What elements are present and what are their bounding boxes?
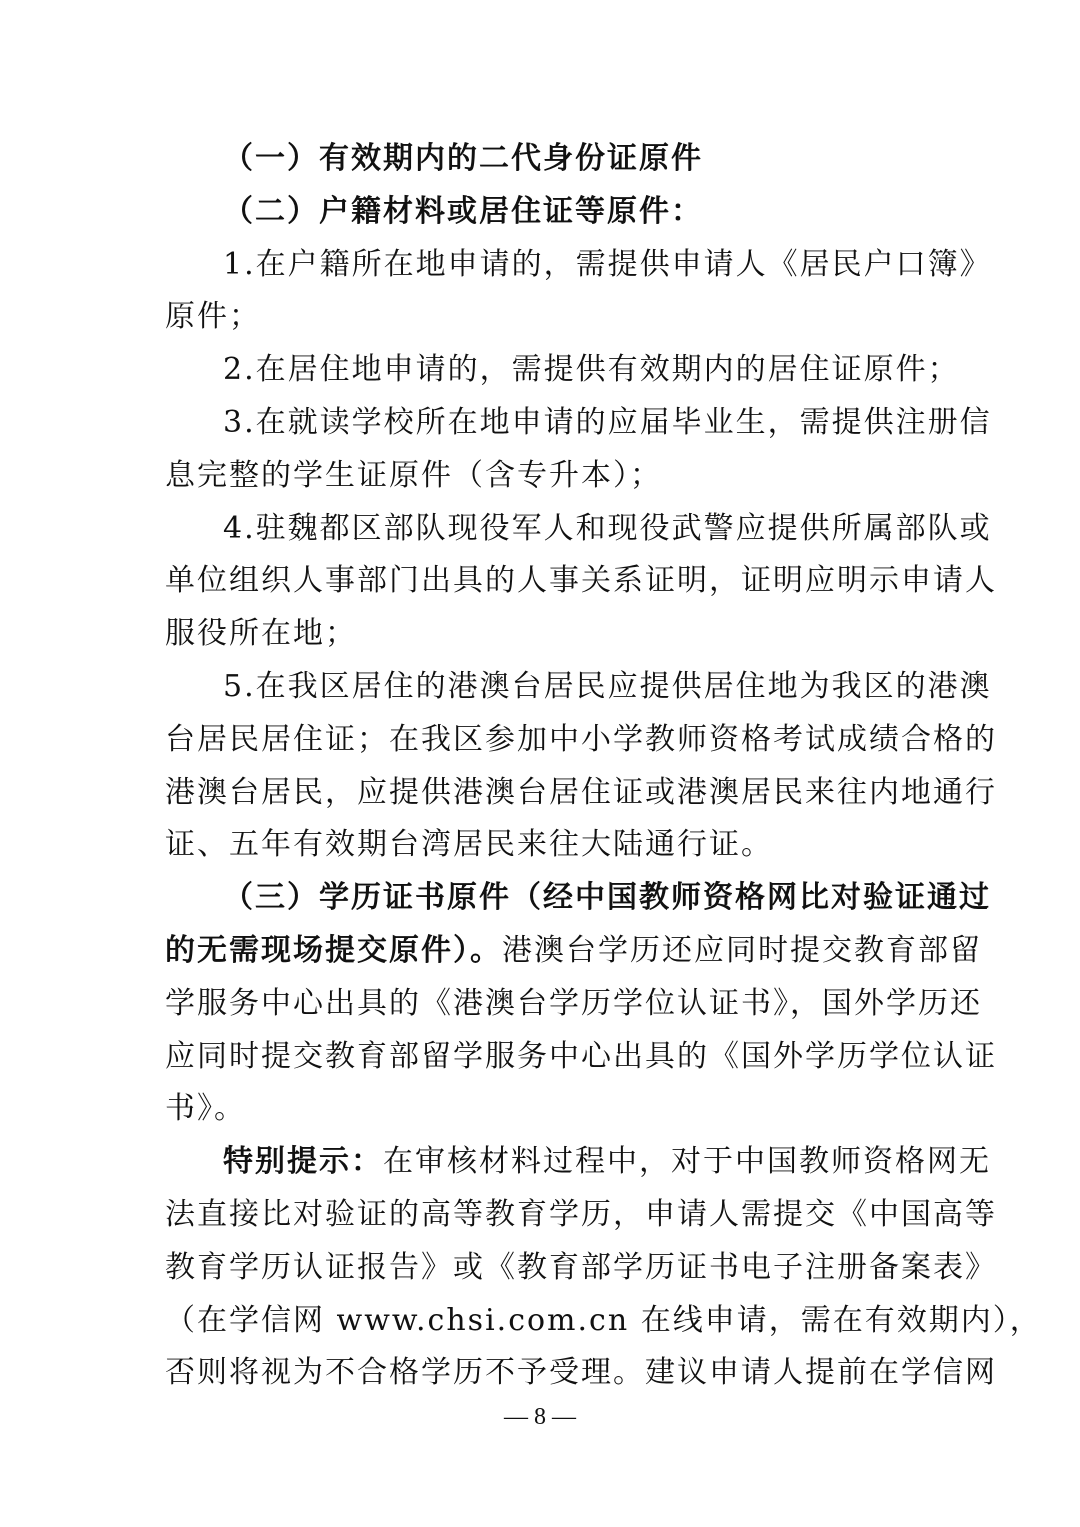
item-4-line-1: 4.驻魏都区部队现役军人和现役武警应提供所属部队或 xyxy=(223,510,992,546)
diploma-line-4: 应同时提交教育部留学服务中心出具的《国外学历学位认证 xyxy=(165,1038,997,1074)
diploma-normal-text: 港澳台学历还应同时提交教育部留 xyxy=(502,932,982,968)
item-1-line-2: 原件； xyxy=(165,299,261,335)
document-body xyxy=(165,133,1042,1400)
diploma-bold-text: 的无需现场提交原件）。 xyxy=(165,932,502,968)
para-heading-diploma: （三）学历证书原件（经中国教师资格网比对验证通过 xyxy=(223,880,991,916)
item-2-line-1: 2.在居住地申请的，需提供有效期内的居住证原件； xyxy=(223,352,960,388)
item-4-line-2: 单位组织人事部门出具的人事关系证明，证明应明示申请人 xyxy=(165,563,997,599)
special-tip-line-2: 法直接比对验证的高等教育学历，申请人需提交《中国高等 xyxy=(165,1196,997,1232)
item-5-line-4: 证、五年有效期台湾居民来往大陆通行证。 xyxy=(165,827,773,863)
diploma-line-5: 书》。 xyxy=(165,1091,246,1127)
special-tip-line-3: 教育学历认证报告》或《教育部学历证书电子注册备案表》 xyxy=(165,1249,997,1285)
item-1-line-1: 1.在户籍所在地申请的，需提供申请人《居民户口簿》 xyxy=(223,246,992,282)
special-tip-label: 特别提示： xyxy=(223,1144,383,1180)
page-number: — 8 — xyxy=(504,1404,576,1430)
special-tip-line-4: （在学信网 www.chsi.com.cn 在线申请，需在有效期内）， xyxy=(165,1302,1042,1338)
item-4-line-3: 服役所在地； xyxy=(165,616,357,652)
item-3-line-1: 3.在就读学校所在地申请的应届毕业生，需提供注册信 xyxy=(223,404,992,440)
special-tip-text: 在审核材料过程中，对于中国教师资格网无 xyxy=(383,1144,991,1180)
special-tip-line-1 xyxy=(165,1136,991,1189)
para-heading-id-card: （一）有效期内的二代身份证原件 xyxy=(223,141,703,176)
diploma-line-3: 学服务中心出具的《港澳台学历学位认证书》，国外学历还 xyxy=(165,985,982,1021)
item-3-line-2: 息完整的学生证原件（含专升本）； xyxy=(165,457,662,493)
item-5-line-2: 台居民居住证；在我区参加中小学教师资格考试成绩合格的 xyxy=(165,721,997,757)
item-5-line-1: 5.在我区居住的港澳台居民应提供居住地为我区的港澳 xyxy=(223,668,992,704)
diploma-line-2 xyxy=(165,925,982,978)
para-heading-household: （二）户籍材料或居住证等原件： xyxy=(223,193,703,229)
item-5-line-3: 港澳台居民，应提供港澳台居住证或港澳居民来往内地通行 xyxy=(165,774,997,810)
special-tip-line-5: 否则将视为不合格学历不予受理。建议申请人提前在学信网 xyxy=(165,1355,997,1391)
